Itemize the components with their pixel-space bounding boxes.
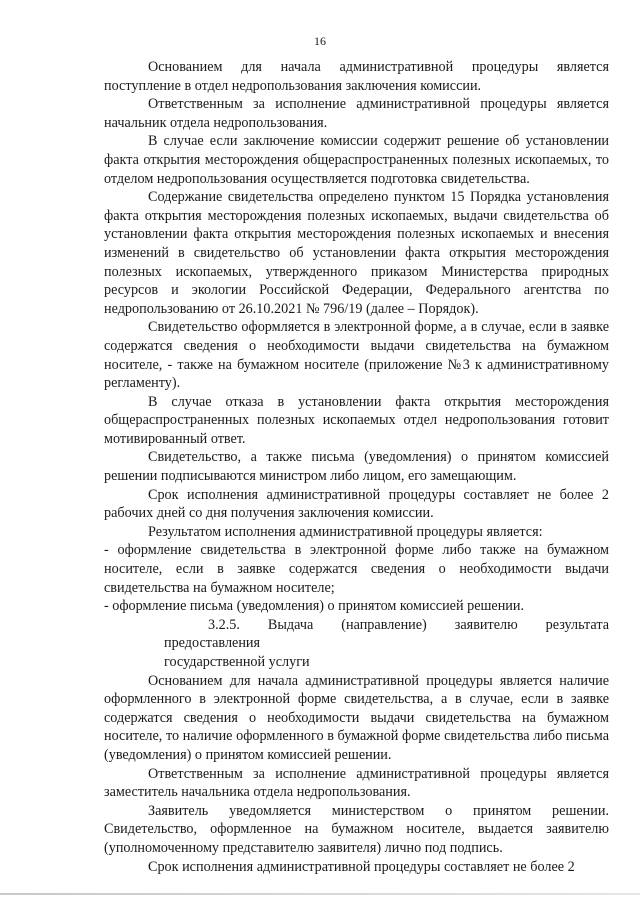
paragraph: Содержание свидетельства определено пунктом 15 Порядка установления факта открытия месторождения полезных ископаемых, выдачи свидетельства об установлении факта открытия месторождения полезных ископаемых и внесения изменений в свидетельство об установлении факта открытия месторождения полезных ископаемых, утвержденного приказом Министерства природных ресурсов и экологии Российской Федерации, Федерального агентства по недропользованию от 26.10.2021 № 796/19 (далее – Порядок). [104, 189, 609, 317]
list-item: - оформление свидетельства в электронной форме либо также на бумажном носителе, если в заявке содержатся сведения о необходимости выдачи свидетельства на бумажном носителе; [104, 542, 609, 596]
section-heading [104, 616, 609, 672]
paragraph: Срок исполнения административной процедуры составляет не более 2 рабочих дней со дня получения заключения комиссии. [104, 486, 609, 522]
paragraph: В случае если заключение комиссии содержит решение об установлении факта открытия месторождения общераспространенных полезных ископаемых, то отделом недропользования осуществляется подготовка свидетельства. [104, 133, 609, 187]
page-bottom-edge [0, 893, 640, 895]
paragraph: Ответственным за исполнение административной процедуры является заместитель начальника отдела недропользования. [104, 765, 609, 801]
page-number: 16 [314, 34, 326, 48]
paragraph: Ответственным за исполнение административной процедуры является начальник отдела недропользования. [104, 96, 609, 131]
paragraph: Свидетельство оформляется в электронной форме, а в случае, если в заявке содержатся сведения о необходимости выдачи свидетельства на бумажном носителе, - также на бумажном носителе (приложение №3 к административному регламенту). [104, 319, 609, 392]
document-body [104, 58, 609, 876]
section-heading-line-1: 3.2.5. Выдача (направление) заявителю результата предоставления [164, 616, 609, 652]
paragraph: Срок исполнения административной процедуры составляет не более 2 [148, 858, 575, 875]
section-heading-line-2: государственной услуги [164, 654, 310, 670]
list-item: - оформление письма (уведомления) о принятом комиссией решении. [104, 598, 525, 615]
paragraph: В случае отказа в установлении факта открытия месторождения общераспространенных полезных ископаемых отдел недропользования готовит мотивированный ответ. [104, 393, 609, 447]
paragraph: Основанием для начала административной процедуры является поступление в отдел недропользования заключения комиссии. [104, 59, 609, 94]
paragraph: Основанием для начала административной процедуры является наличие оформленного в электронной форме свидетельства, а в случае, если в заявке содержатся сведения о необходимости выдачи свидетельства на бумажном носителе, то наличие оформленного в бумажной форме свидетельства либо письма (уведомления) о принятом комиссией решении. [104, 672, 609, 763]
paragraph: Результатом исполнения административной процедуры является: [148, 523, 543, 540]
paragraph: Заявитель уведомляется министерством о принятом решении. Свидетельство, оформленное на бумажном носителе, выдается заявителю (уполномоченному представителю заявителя) лично под подпись. [104, 802, 609, 856]
paragraph: Свидетельство, а также письма (уведомления) о принятом комиссией решении подписываются министром либо лицом, его замещающим. [104, 449, 609, 485]
